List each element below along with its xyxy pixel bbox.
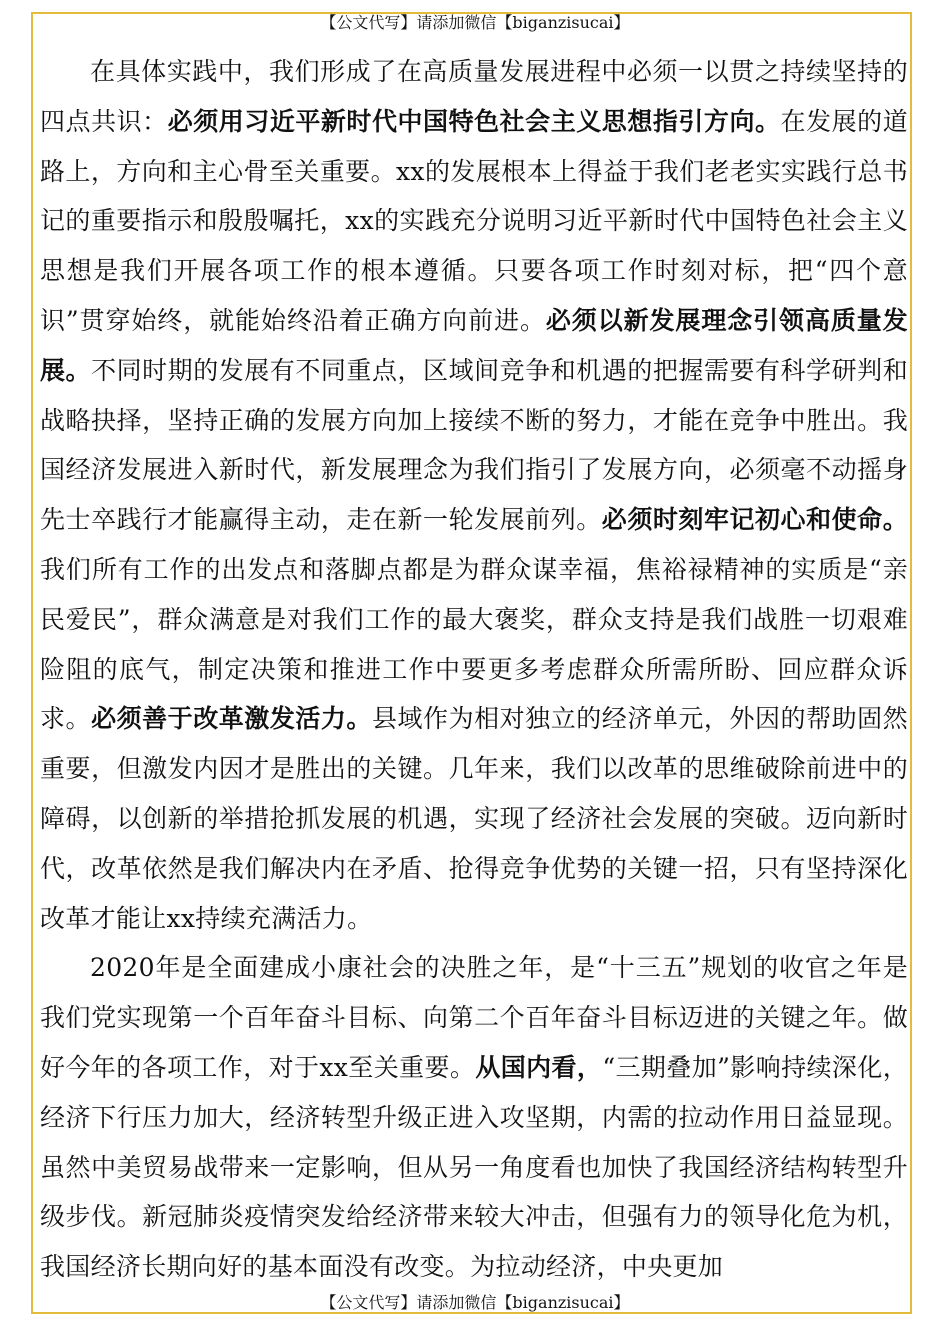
- paragraph-1-text-d: 我们所有工作的出发点和落脚点都是为群众谋幸福，焦裕禄精神的实质是“亲民爱民”，群众满意是对我们工作的最大褒奖，群众支持是我们战胜一切艰难险阻的底气，制定决策和推进工作中要更多考虑群众所需所盼、回应群众诉求。: [40, 554, 908, 734]
- paragraph-2-bold-a: 从国内看，: [475, 1052, 603, 1082]
- paragraph-1-text-b: 在发展的道路上，方向和主心骨至关重要。xx的发展根本上得益于我们老老实实践行总书记的重要指示和殷殷嘱托，xx的实践充分说明习近平新时代中国特色社会主义思想是我们开展各项工作的根本遵循。只要各项工作时刻对标，把“四个意识”贯穿始终，就能始终沿着正确方向前进。: [40, 106, 908, 335]
- paragraph-1-text-e: 县域作为相对独立的经济单元，外因的帮助固然重要，但激发内因才是胜出的关键。几年来，我们以改革的思维破除前进中的障碍，以创新的举措抢抓发展的机遇，实现了经济社会发展的突破。迈向新时代，改革依然是我们解决内在矛盾、抢得竞争优势的关键一招，只有坚持深化改革才能让xx持续充满活力。: [40, 704, 908, 933]
- paragraph-1-bold-a: 必须用习近平新时代中国特色社会主义思想指引方向。: [167, 106, 781, 136]
- paragraph-1: [40, 47, 908, 943]
- paragraph-2: [40, 943, 908, 1292]
- paragraph-1-bold-d: 必须善于改革激发活力。: [91, 704, 372, 734]
- paragraph-1-text-a: 在具体实践中，我们形成了在高质量发展进程中必须一以贯之持续坚持的四点共识：: [40, 57, 908, 136]
- paragraph-1-bold-b: 必须以新发展理念引领高质量发展。: [40, 305, 908, 385]
- paragraph-2-text-a: 2020年是全面建成小康社会的决胜之年，是“十三五”规划的收官之年是我们党实现第一个百年奋斗目标、向第二个百年奋斗目标迈进的关键之年。做好今年的各项工作，对于xx至关重要。: [40, 953, 908, 1082]
- paragraph-2-text-b: “三期叠加”影响持续深化，经济下行压力加大，经济转型升级正进入攻坚期，内需的拉动作用日益显现。虽然中美贸易战带来一定影响，但从另一角度看也加快了我国经济结构转型升级步伐。新冠肺炎疫情突发给经济带来较大冲击，但强有力的领导化危为机，我国经济长期向好的基本面没有改变。为拉动经济，中央更加: [40, 1052, 908, 1282]
- header-watermark-note: 【公文代写】请添加微信【biganzisucai】: [320, 13, 630, 32]
- document-body: [40, 47, 908, 1292]
- paragraph-1-bold-c: 必须时刻牢记初心和使命。: [601, 505, 908, 535]
- paragraph-1-text-c: 不同时期的发展有不同重点，区域间竞争和机遇的把握需要有科学研判和战略抉择，坚持正确的发展方向加上接续不断的努力，才能在竞争中胜出。我国经济发展进入新时代，新发展理念为我们指引了发展方向，必须毫不动摇身先士卒践行才能赢得主动，走在新一轮发展前列。: [40, 355, 908, 535]
- footer-watermark-note: 【公文代写】请添加微信【biganzisucai】: [320, 1293, 630, 1312]
